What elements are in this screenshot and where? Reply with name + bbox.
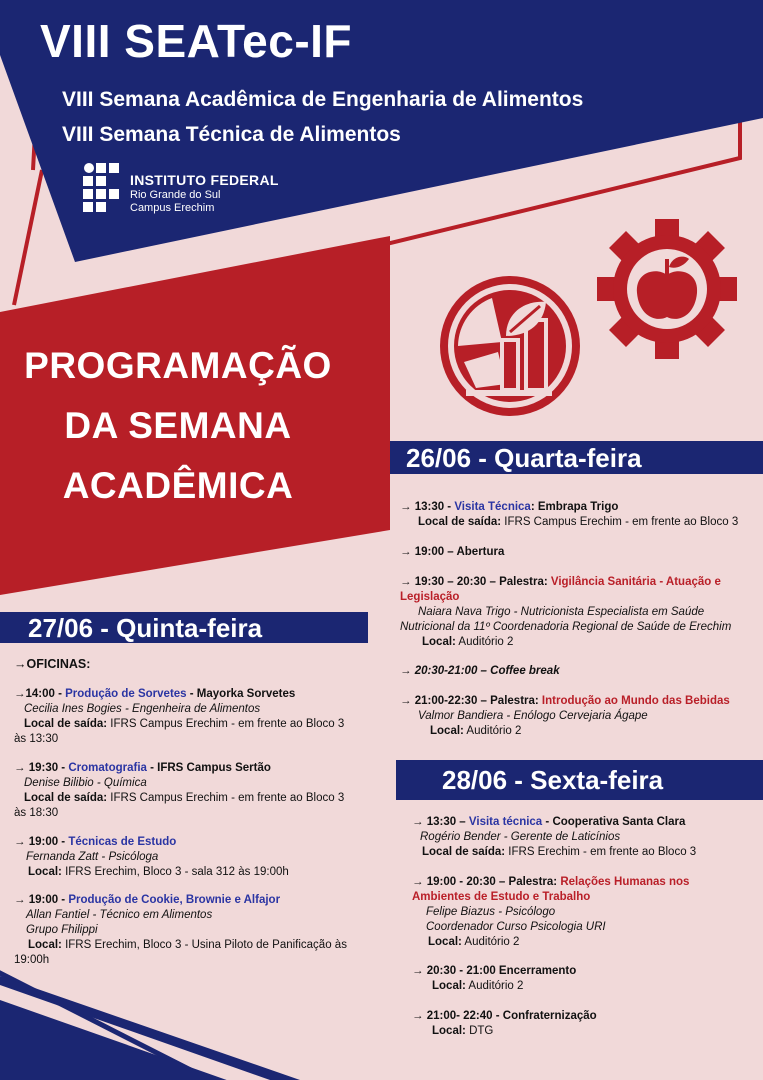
event-location-label: Local: [28, 866, 62, 878]
day-header-thu [0, 612, 368, 643]
event-location-label: Local: [28, 939, 62, 951]
event-location: Auditório 2 [455, 636, 514, 648]
event-highlight: Introdução ao Mundo das Bebidas [541, 695, 730, 707]
day-title-fri: 28/06 - Sexta-feira [442, 765, 664, 795]
event-time: → 20:30 - 21:00 Encerramento [412, 965, 577, 977]
event-location: IFRS Campus Erechim - em frente ao Bloco 3 [107, 792, 345, 804]
logo-text [130, 174, 279, 215]
event-time: → 19:30 - [14, 762, 69, 774]
event-speaker-cont: Grupo Fhilippi [26, 924, 98, 936]
event-speaker-cont: Nutricional da 11º Coordenadoria Regional de Saúde de Erechim [400, 621, 732, 633]
event-highlight-cont: Ambientes de Estudo e Trabalho [412, 891, 591, 903]
event-wed-5 [400, 694, 730, 739]
event-time: → 20:30-21:00 – Coffee break [400, 665, 560, 677]
logo-line-2: Rio Grande do Sul [130, 189, 221, 201]
event-time: → 19:00 – Abertura [400, 546, 505, 558]
event-highlight: Vigilância Sanitária - Atuação e [550, 576, 721, 588]
event-wed-3 [400, 575, 731, 650]
event-subtitle-2: VIII Semana Técnica de Alimentos [62, 123, 401, 146]
event-time: → 13:30 - [400, 501, 455, 513]
event-location-label: Local de saída: [422, 846, 506, 858]
event-highlight: Técnicas de Estudo [68, 836, 177, 848]
event-highlight-cont: Legislação [400, 591, 460, 603]
event-subtitle-1: VIII Semana Acadêmica de Engenharia de Alimentos [62, 88, 584, 111]
event-fri-1 [412, 815, 696, 860]
logo-line-3: Campus Erechim [130, 202, 215, 214]
oficinas-label [14, 657, 90, 672]
event-location-label: Local de saída: [418, 516, 502, 528]
program-title [0, 336, 356, 516]
day-header-wed [390, 441, 763, 474]
event-speaker: Denise Bilibio - Química [24, 777, 147, 789]
event-location: Auditório 2 [463, 725, 522, 737]
event-location: IFRS Campus Erechim - em frente ao Bloco 3 [501, 516, 739, 528]
event-location-label: Local: [428, 936, 462, 948]
day-title-wed: 26/06 - Quarta-feira [406, 443, 642, 473]
event-speaker: Felipe Biazus - Psicólogo [426, 906, 556, 918]
event-highlight: Visita técnica [468, 816, 543, 828]
event-time: → 19:00 - [14, 836, 69, 848]
event-location-label: Local: [432, 980, 466, 992]
event-location-label: Local: [422, 636, 456, 648]
event-highlight: Relações Humanas nos [560, 876, 690, 888]
chart-leaf-icon [436, 272, 584, 420]
event-thu-3 [14, 835, 289, 880]
event-thu-4 [14, 893, 347, 968]
event-location: IFRS Campus Erechim - em frente ao Bloco 3 [107, 718, 345, 730]
event-wed-4 [400, 664, 560, 679]
day-title-thu: 27/06 - Quinta-feira [28, 613, 263, 643]
event-time: → 19:00 - 20:30 – Palestra: [412, 876, 561, 888]
event-location-cont: às 18:30 [14, 807, 59, 819]
event-host: : Embrapa Trigo [530, 501, 619, 513]
event-highlight: Produção de Sorvetes [65, 688, 187, 700]
event-location: Auditório 2 [461, 936, 520, 948]
event-speaker: Rogério Bender - Gerente de Laticínios [420, 831, 621, 843]
event-time: →14:00 - [14, 688, 66, 700]
event-time: → 21:00-22:30 – Palestra: [400, 695, 542, 707]
event-location: IFRS Erechim - em frente ao Bloco 3 [505, 846, 697, 858]
event-thu-2 [14, 761, 344, 821]
event-host: - Cooperativa Santa Clara [542, 816, 686, 828]
if-logo-icon [82, 162, 124, 216]
event-location: IFRS Erechim, Bloco 3 - sala 312 às 19:00h [61, 866, 289, 878]
event-speaker: Naiara Nava Trigo - Nutricionista Especialista em Saúde [418, 606, 705, 618]
event-host: - IFRS Campus Sertão [146, 762, 271, 774]
institute-logo [82, 162, 292, 220]
gear-apple-icon [596, 218, 738, 360]
logo-name: INSTITUTO FEDERAL [130, 172, 279, 188]
event-time: → 21:00- 22:40 - Confraternização [412, 1010, 597, 1022]
event-highlight: Cromatografia [68, 762, 147, 774]
event-highlight: Produção de Cookie, Brownie e Alfajor [68, 894, 281, 906]
event-location-cont: às 13:30 [14, 733, 59, 745]
event-speaker-cont: Coordenador Curso Psicologia URI [426, 921, 606, 933]
event-speaker: Cecilia Ines Bogies - Engenheira de Alimentos [24, 703, 261, 715]
event-location: IFRS Erechim, Bloco 3 - Usina Piloto de Panificação às [61, 939, 347, 951]
event-thu-1 [14, 687, 344, 747]
event-location: Auditório 2 [465, 980, 524, 992]
event-fri-2 [412, 875, 689, 950]
event-location-label: Local de saída: [24, 792, 108, 804]
event-speaker: Allan Fantiel - Técnico em Alimentos [26, 909, 213, 921]
event-host: - Mayorka Sorvetes [186, 688, 296, 700]
event-wed-2 [400, 545, 504, 560]
event-highlight: Visita Técnica [454, 501, 531, 513]
program-title-line-2: DA SEMANA [64, 405, 292, 446]
event-location: DTG [465, 1025, 494, 1037]
event-fri-4 [412, 1009, 597, 1039]
event-title: VIII SEATec-IF [40, 15, 353, 67]
program-title-line-3: ACADÊMICA [62, 465, 294, 506]
event-location-label: Local: [430, 725, 464, 737]
event-location-label: Local de saída: [24, 718, 108, 730]
event-wed-1 [400, 500, 738, 530]
event-time: → 19:00 - [14, 894, 69, 906]
event-speaker: Fernanda Zatt - Psicóloga [26, 851, 159, 863]
event-location-cont: 19:00h [14, 954, 50, 966]
event-time: → 19:30 – 20:30 – Palestra: [400, 576, 551, 588]
event-time: → 13:30 – [412, 816, 469, 828]
event-location-label: Local: [432, 1025, 466, 1037]
program-title-line-1: PROGRAMAÇÃO [24, 345, 332, 386]
event-fri-3 [412, 964, 576, 994]
oficinas-text: →OFICINAS: [14, 657, 91, 671]
day-header-fri [396, 760, 763, 800]
event-speaker: Valmor Bandiera - Enólogo Cervejaria Ágape [418, 710, 648, 722]
